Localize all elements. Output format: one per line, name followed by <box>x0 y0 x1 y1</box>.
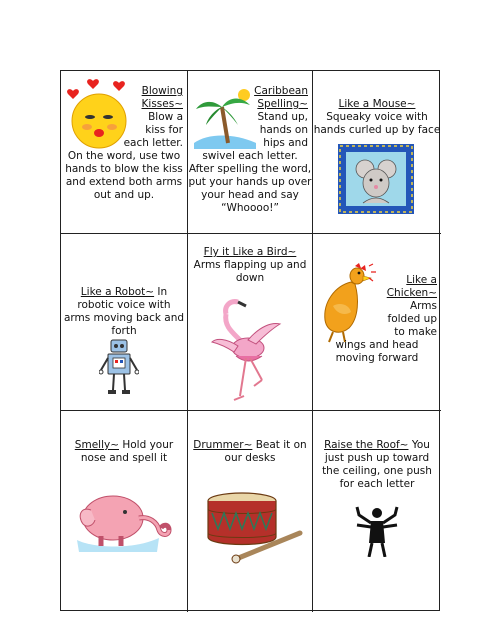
robot-body-2: arms moving back and <box>63 312 185 324</box>
kisses-right-1: Blow a <box>148 111 183 123</box>
robot-line-1: Like a Robot~ In <box>80 286 168 298</box>
drummer-body-1: our desks <box>224 452 276 464</box>
robot-body-3: forth <box>111 325 137 337</box>
mouse-picture-icon <box>337 143 415 215</box>
caribbean-right-2: hands on <box>259 124 308 136</box>
chicken-icon <box>315 262 377 344</box>
kisses-body-4: out and up. <box>93 189 155 201</box>
chicken-body-1: wings and head <box>335 339 419 351</box>
kisses-title-1: Blowing <box>141 85 183 97</box>
card-like-a-mouse <box>313 71 441 234</box>
card-drummer <box>188 411 313 612</box>
caribbean-body-2: After spelling the word, <box>188 163 312 175</box>
chicken-title-1: Like a <box>406 274 437 286</box>
kisses-body-3: and extend both arms <box>65 176 183 188</box>
card-like-a-chicken <box>313 234 441 411</box>
chicken-title-2: Chicken~ <box>386 287 437 299</box>
roof-body-1: just push up toward <box>324 452 430 464</box>
kisses-body-2: hands to blow the kiss <box>65 163 183 175</box>
chicken-right-1: Arms <box>409 300 437 312</box>
smelly-line-1: Smelly~ Hold your <box>74 439 174 451</box>
card-caribbean-spelling <box>188 71 313 234</box>
kisses-right-2: kiss for <box>145 124 183 136</box>
roof-body-3: for each letter <box>339 478 415 490</box>
roof-line-1: Raise the Roof~ You <box>324 439 430 451</box>
bird-body-1: Arms flapping up and <box>193 259 307 271</box>
caribbean-body-3: put your hands up over <box>188 176 312 188</box>
caribbean-body-4: your head and say <box>201 189 299 201</box>
kisses-right-3: each letter. <box>123 137 183 149</box>
mouse-body-1: Squeaky voice with <box>326 111 428 123</box>
kisses-title-2: Kisses~ <box>141 98 183 110</box>
caribbean-body-5: “Whoooo!” <box>221 202 279 214</box>
flamingo-icon <box>210 296 282 406</box>
roof-body-2: the ceiling, one push <box>322 465 432 477</box>
chicken-body-2: moving forward <box>335 352 419 364</box>
raise-roof-figure-icon <box>353 503 401 557</box>
drum-icon <box>202 489 304 565</box>
mouse-title: Like a Mouse~ <box>338 98 416 110</box>
mouse-body-2: hands curled up by face <box>313 124 441 136</box>
card-fly-like-a-bird <box>188 234 313 411</box>
caribbean-title-1: Caribbean <box>254 85 308 97</box>
card-like-a-robot <box>61 234 188 411</box>
caribbean-right-1: Stand up, <box>257 111 308 123</box>
bird-body-2: down <box>235 272 265 284</box>
bird-title: Fly it Like a Bird~ <box>203 246 297 258</box>
activity-card-grid <box>60 70 440 611</box>
card-smelly <box>61 411 188 612</box>
drummer-line-1: Drummer~ Beat it on <box>193 439 307 451</box>
caribbean-right-3: hips and <box>263 137 308 149</box>
smelly-body-1: nose and spell it <box>80 452 168 464</box>
caribbean-title-2: Spelling~ <box>257 98 308 110</box>
kisses-body-1: On the word, use two <box>67 150 181 162</box>
elephant-icon <box>73 486 177 556</box>
robot-icon <box>99 338 139 396</box>
caribbean-body-1: swivel each letter. <box>202 150 298 162</box>
card-raise-the-roof <box>313 411 441 612</box>
robot-body-1: robotic voice with <box>77 299 171 311</box>
card-blowing-kisses <box>61 71 188 234</box>
chicken-right-3: to make <box>394 326 437 338</box>
chicken-right-2: folded up <box>387 313 437 325</box>
